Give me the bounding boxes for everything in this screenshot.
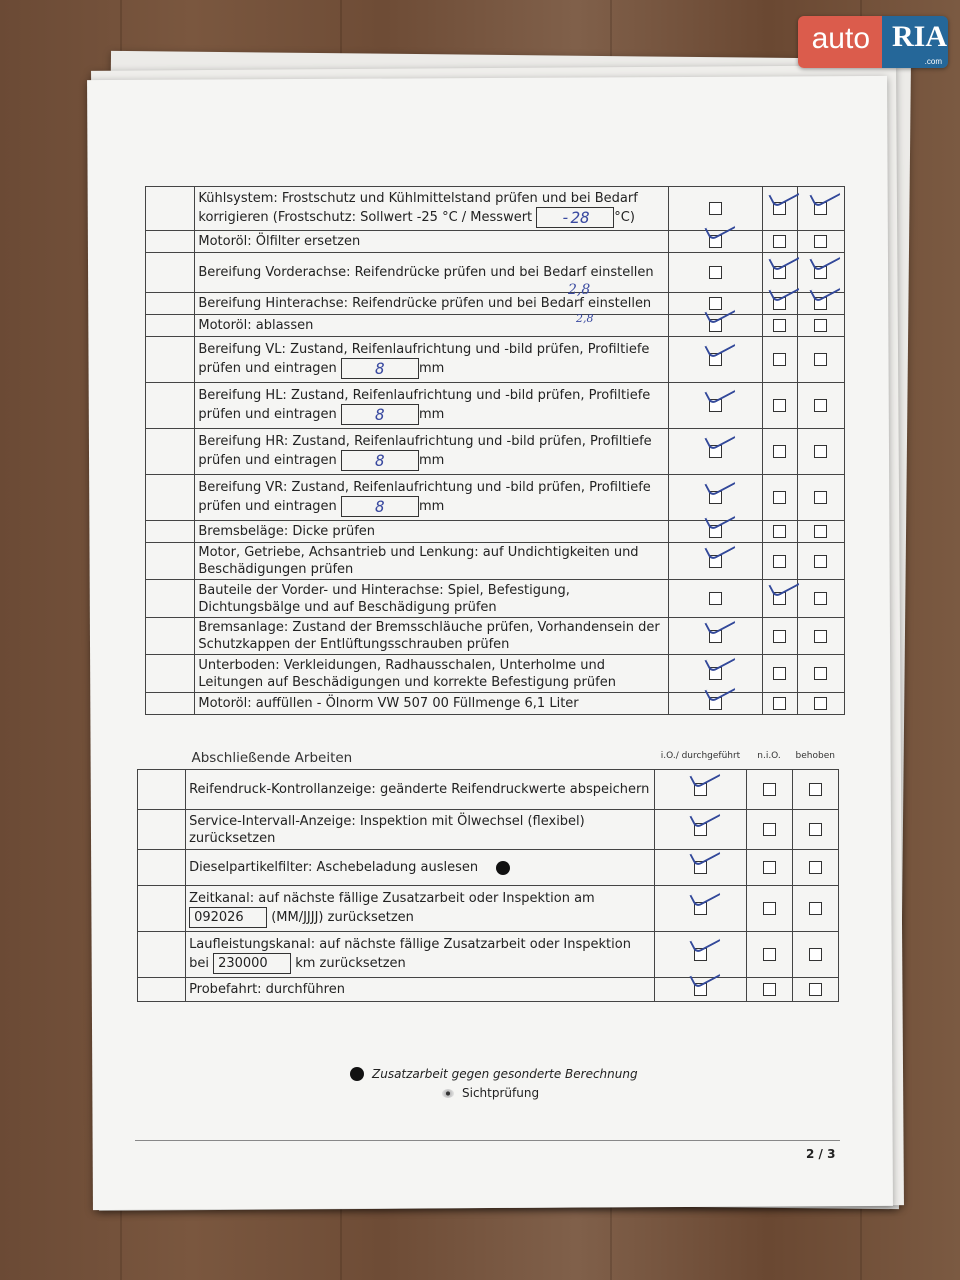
- row-text-cell: [195, 475, 669, 521]
- row-text: Bereifung VL: Zustand, Reifenlaufrichtung und -bild prüfen, Profiltiefe prüfen und eintragen: [198, 341, 650, 376]
- checkbox[interactable]: [694, 902, 707, 915]
- checkbox[interactable]: [773, 353, 786, 366]
- logo-ria-text: RIA .com: [882, 16, 948, 68]
- row-text: Motoröl: ablassen: [198, 318, 314, 333]
- checkbox[interactable]: [763, 861, 776, 874]
- extra-work-dot-icon: [350, 1067, 364, 1081]
- check-cell: [797, 543, 844, 580]
- check-cell: [762, 693, 797, 715]
- check-cell: [762, 618, 797, 655]
- unit-label: mm: [418, 360, 445, 376]
- check-cell: [797, 187, 844, 231]
- row-text-cell: [186, 978, 655, 1002]
- row-text-cell: [195, 231, 669, 253]
- check-cell: [655, 978, 746, 1002]
- checkbox[interactable]: [814, 319, 827, 332]
- row-margin-cell: [146, 693, 195, 715]
- checkbox[interactable]: [814, 445, 827, 458]
- check-cell: [797, 293, 844, 315]
- row-text-cell: [195, 315, 669, 337]
- checkbox[interactable]: [709, 445, 722, 458]
- unit-label: mm: [418, 406, 445, 422]
- row-text: Service-Intervall-Anzeige: Inspektion mit Ölwechsel (flexibel) zurücksetzen: [189, 813, 585, 846]
- check-cell: [792, 850, 838, 886]
- row-margin-cell: [146, 337, 195, 383]
- final-works-table: [137, 744, 839, 1002]
- checkbox[interactable]: [709, 491, 722, 504]
- checkbox[interactable]: [773, 630, 786, 643]
- measured-value-field[interactable]: 8: [341, 496, 419, 517]
- row-margin-cell: [146, 293, 195, 315]
- checkbox[interactable]: [773, 525, 786, 538]
- check-cell: [669, 693, 763, 715]
- check-cell: [762, 580, 797, 618]
- row-text-cell: [195, 187, 669, 231]
- row-text: Motor, Getriebe, Achsantrieb und Lenkung: auf Undichtigkeiten und Beschädigungen prüfen: [198, 545, 639, 577]
- checkbox[interactable]: [709, 667, 722, 680]
- row-text-cell: [195, 293, 669, 315]
- checkbox[interactable]: [814, 297, 827, 310]
- check-cell: [762, 315, 797, 337]
- checkbox[interactable]: [814, 235, 827, 248]
- check-cell: [762, 521, 797, 543]
- checkbox[interactable]: [694, 948, 707, 961]
- checkbox[interactable]: [773, 667, 786, 680]
- row-margin-cell: [146, 655, 195, 693]
- checkbox[interactable]: [709, 235, 722, 248]
- check-cell: [797, 475, 844, 521]
- col-io-header: i.O./ durchgeführt: [655, 744, 746, 770]
- checkbox[interactable]: [809, 948, 822, 961]
- row-text-cell: [186, 850, 655, 886]
- table-row: [138, 770, 839, 810]
- checkbox[interactable]: [709, 399, 722, 412]
- row-text: Probefahrt: durchführen: [189, 982, 345, 997]
- checkbox[interactable]: [773, 202, 786, 215]
- check-cell: [797, 337, 844, 383]
- reset-value-field[interactable]: 092026: [189, 907, 267, 928]
- row-text-cell: [195, 521, 669, 543]
- row-text-cell: [195, 383, 669, 429]
- row-text: Zeitkanal: auf nächste fällige Zusatzarbeit oder Inspektion am: [189, 890, 595, 906]
- check-cell: [655, 810, 746, 850]
- handwritten-front-pressure: 2,8: [568, 282, 591, 298]
- reset-value-field[interactable]: 230000: [213, 953, 291, 974]
- row-text-cell: [186, 886, 655, 932]
- legend-visual: Sichtprüfung: [462, 1086, 540, 1100]
- logo-auto-text: auto: [798, 16, 882, 68]
- checkbox[interactable]: [814, 202, 827, 215]
- row-margin-cell: [138, 850, 186, 886]
- col-nio-header: n.i.O.: [746, 744, 792, 770]
- checkbox[interactable]: [809, 902, 822, 915]
- autoria-logo[interactable]: [798, 16, 948, 68]
- checkbox[interactable]: [814, 592, 827, 605]
- table-row: [146, 293, 845, 315]
- check-cell: [746, 978, 792, 1002]
- row-margin-cell: [146, 580, 195, 618]
- row-margin-cell: [138, 770, 186, 810]
- row-text: Motoröl: Ölfilter ersetzen: [198, 234, 361, 249]
- checkbox[interactable]: [709, 525, 722, 538]
- value-suffix: km zurücksetzen: [295, 955, 406, 971]
- check-cell: [792, 810, 838, 850]
- checkbox[interactable]: [814, 266, 827, 279]
- checkbox[interactable]: [809, 823, 822, 836]
- value-suffix: (MM/JJJJ) zurücksetzen: [271, 909, 414, 925]
- unit-label: mm: [418, 498, 445, 514]
- page-number: 2 / 3: [806, 1147, 836, 1161]
- check-cell: [797, 383, 844, 429]
- row-margin-cell: [146, 231, 195, 253]
- check-cell: [792, 978, 838, 1002]
- check-cell: [746, 932, 792, 978]
- checkbox[interactable]: [709, 353, 722, 366]
- check-cell: [762, 429, 797, 475]
- row-text: Motoröl: auffüllen - Ölnorm VW 507 00 Füllmenge 6,1 Liter: [198, 696, 579, 711]
- row-text-cell: [195, 253, 669, 293]
- checkbox[interactable]: [773, 319, 786, 332]
- checkbox[interactable]: [809, 983, 822, 996]
- legend: [350, 1067, 638, 1105]
- checkbox[interactable]: [773, 592, 786, 605]
- table-row: [146, 693, 845, 715]
- check-cell: [797, 655, 844, 693]
- checkbox[interactable]: [763, 902, 776, 915]
- row-margin-cell: [138, 886, 186, 932]
- checkbox[interactable]: [694, 783, 707, 796]
- table-row: [146, 580, 845, 618]
- checkbox[interactable]: [814, 353, 827, 366]
- row-text-cell: [195, 337, 669, 383]
- row-margin-cell: [138, 932, 186, 978]
- check-cell: [669, 315, 763, 337]
- checkbox[interactable]: [709, 630, 722, 643]
- table-row: [146, 231, 845, 253]
- row-text: Dieselpartikelfilter: Aschebeladung auslesen: [189, 860, 479, 875]
- checkbox[interactable]: [709, 592, 722, 605]
- row-text-cell: [195, 693, 669, 715]
- check-cell: [669, 383, 763, 429]
- row-margin-cell: [146, 383, 195, 429]
- row-text: Bereifung HL: Zustand, Reifenlaufrichtung und -bild prüfen, Profiltiefe prüfen und eintragen: [198, 387, 651, 422]
- row-text: Kühlsystem: Frostschutz und Kühlmittelstand prüfen und bei Bedarf korrigieren (Frostschutz: Sollwert -25 °C / Messwert: [198, 190, 638, 225]
- check-cell: [669, 429, 763, 475]
- checkbox[interactable]: [763, 783, 776, 796]
- checkbox[interactable]: [814, 399, 827, 412]
- row-margin-cell: [146, 253, 195, 293]
- table-row: [146, 383, 845, 429]
- row-text-cell: [195, 655, 669, 693]
- table-row: [146, 187, 845, 231]
- checkbox[interactable]: [763, 948, 776, 961]
- table-row: [146, 253, 845, 293]
- unit-label: mm: [418, 452, 445, 468]
- checkbox[interactable]: [814, 525, 827, 538]
- checkbox[interactable]: [814, 491, 827, 504]
- inspection-table: [145, 186, 845, 715]
- row-margin-cell: [138, 978, 186, 1002]
- checkbox[interactable]: [709, 266, 722, 279]
- row-text: Bereifung Vorderachse: Reifendrücke prüfen und bei Bedarf einstellen: [198, 265, 654, 280]
- checkbox[interactable]: [709, 319, 722, 332]
- checkbox[interactable]: [814, 667, 827, 680]
- check-cell: [669, 253, 763, 293]
- check-cell: [762, 187, 797, 231]
- measured-value-field[interactable]: 8: [341, 404, 419, 425]
- handwritten-rear-pressure: 2,8: [576, 312, 594, 325]
- check-cell: [762, 293, 797, 315]
- check-cell: [792, 932, 838, 978]
- check-cell: [655, 886, 746, 932]
- check-cell: [797, 580, 844, 618]
- check-cell: [762, 655, 797, 693]
- row-text: Bereifung HR: Zustand, Reifenlaufrichtung und -bild prüfen, Profiltiefe prüfen und eintragen: [198, 433, 652, 468]
- table-row: [146, 655, 845, 693]
- row-text-cell: [186, 932, 655, 978]
- table-row: [146, 429, 845, 475]
- check-cell: [762, 337, 797, 383]
- legend-extra: Zusatzarbeit gegen gesonderte Berechnung: [372, 1067, 638, 1081]
- unit-label: °C): [614, 209, 635, 225]
- checkbox[interactable]: [763, 823, 776, 836]
- table-row: [146, 475, 845, 521]
- visual-check-eye-icon: [442, 1089, 454, 1098]
- measured-value-field[interactable]: 8: [341, 358, 419, 379]
- row-text-cell: [195, 543, 669, 580]
- extra-work-dot-icon: [496, 861, 510, 875]
- row-margin-cell: [146, 475, 195, 521]
- footer-divider: [135, 1140, 840, 1141]
- checkbox[interactable]: [773, 555, 786, 568]
- section-title: Abschließende Arbeiten: [138, 744, 655, 770]
- row-text: Laufleistungskanal: auf nächste fällige Zusatzarbeit oder Inspektion: [189, 936, 631, 952]
- row-margin-cell: [146, 521, 195, 543]
- checkbox[interactable]: [773, 399, 786, 412]
- row-text-cell: [195, 618, 669, 655]
- checkbox[interactable]: [773, 697, 786, 710]
- checkbox[interactable]: [709, 697, 722, 710]
- checkbox[interactable]: [694, 823, 707, 836]
- check-cell: [669, 580, 763, 618]
- checkbox[interactable]: [773, 445, 786, 458]
- checkbox[interactable]: [694, 983, 707, 996]
- check-cell: [797, 618, 844, 655]
- row-margin-cell: [146, 187, 195, 231]
- checkbox[interactable]: [814, 697, 827, 710]
- check-cell: [655, 850, 746, 886]
- checkbox[interactable]: [809, 783, 822, 796]
- row-margin-cell: [146, 429, 195, 475]
- checkbox[interactable]: [814, 630, 827, 643]
- check-cell: [746, 850, 792, 886]
- table-row: [138, 810, 839, 850]
- row-margin-cell: [146, 315, 195, 337]
- check-cell: [792, 770, 838, 810]
- checkbox[interactable]: [773, 235, 786, 248]
- measured-value-field[interactable]: -28: [536, 207, 614, 228]
- row-text-cell: [195, 580, 669, 618]
- row-text-cell: [186, 810, 655, 850]
- row-text: Bereifung Hinterachse: Reifendrücke prüfen und bei Bedarf einstellen: [198, 296, 652, 311]
- checkbox[interactable]: [773, 297, 786, 310]
- check-cell: [746, 770, 792, 810]
- checkbox[interactable]: [763, 983, 776, 996]
- table-row: [146, 521, 845, 543]
- check-cell: [655, 770, 746, 810]
- check-cell: [669, 543, 763, 580]
- table-row: [138, 932, 839, 978]
- check-cell: [762, 383, 797, 429]
- table-row: [146, 543, 845, 580]
- checkbox[interactable]: [694, 861, 707, 874]
- row-text: Bremsbeläge: Dicke prüfen: [198, 524, 376, 539]
- value-prefix: bei: [189, 955, 209, 971]
- checkbox[interactable]: [709, 202, 722, 215]
- checkbox[interactable]: [709, 555, 722, 568]
- row-text: Bremsanlage: Zustand der Bremsschläuche prüfen, Vorhandensein der Schutzkappen der Entlüftungsschrauben prüfen: [198, 620, 660, 652]
- table-row: [146, 618, 845, 655]
- row-text-cell: [186, 770, 655, 810]
- table-row: [146, 315, 845, 337]
- checkbox[interactable]: [809, 861, 822, 874]
- row-text-cell: [195, 429, 669, 475]
- check-cell: [669, 521, 763, 543]
- check-cell: [669, 231, 763, 253]
- row-text: Bereifung VR: Zustand, Reifenlaufrichtung und -bild prüfen, Profiltiefe prüfen und eintragen: [198, 479, 651, 514]
- row-margin-cell: [146, 543, 195, 580]
- row-text: Reifendruck-Kontrollanzeige: geänderte Reifendruckwerte abspeichern: [189, 782, 650, 797]
- row-margin-cell: [138, 810, 186, 850]
- table-row: [138, 978, 839, 1002]
- measured-value-field[interactable]: 8: [341, 450, 419, 471]
- checkbox[interactable]: [773, 266, 786, 279]
- col-behoben-header: behoben: [792, 744, 838, 770]
- check-cell: [669, 618, 763, 655]
- check-cell: [797, 521, 844, 543]
- check-cell: [797, 231, 844, 253]
- check-cell: [746, 886, 792, 932]
- check-cell: [797, 315, 844, 337]
- checkbox[interactable]: [773, 491, 786, 504]
- table-row: [138, 886, 839, 932]
- check-cell: [669, 337, 763, 383]
- row-text: Bauteile der Vorder- und Hinterachse: Spiel, Befestigung, Dichtungsbälge und auf Beschädigung prüfen: [198, 582, 570, 615]
- check-cell: [797, 693, 844, 715]
- check-cell: [792, 886, 838, 932]
- check-cell: [746, 810, 792, 850]
- check-cell: [762, 475, 797, 521]
- table-row: [138, 850, 839, 886]
- row-margin-cell: [146, 618, 195, 655]
- check-cell: [797, 429, 844, 475]
- checkbox[interactable]: [814, 555, 827, 568]
- row-text: Unterboden: Verkleidungen, Radhausschalen, Unterholme und Leitungen auf Beschädigungen und korrekte Befestigung prüfen: [198, 657, 616, 690]
- table-row: [146, 337, 845, 383]
